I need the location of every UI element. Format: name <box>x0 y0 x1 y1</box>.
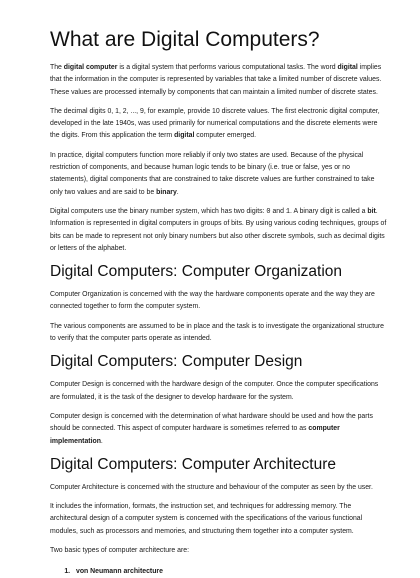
architecture-heading: Digital Computers: Computer Architecture <box>50 455 337 473</box>
decimal-paragraph: The decimal digits 0, 1, 2, ..., 9, for example, provide 10 discrete values. The first electronic digital computer, developed in the late 1940s, was used primarily for numerical computations and the discrete elements were the digits. From this application the term digital computer emerged. <box>50 107 380 140</box>
organization-paragraph-1: Computer Organization is concerned with the way the hardware components operate and the way they are connected together to form the computer system. <box>50 291 375 311</box>
architecture-paragraph-1: Computer Architecture is concerned with the structure and behaviour of the computer as seen by the user. <box>50 483 373 491</box>
intro-paragraph: The digital computer is a digital system that performs various computational tasks. The word digital implies that the information in the computer is represented by variables that take a limited number of discrete values. These values are processed internally by components that can maintain a limited number of discrete states. <box>50 64 382 96</box>
design-paragraph-2: Computer design is concerned with the determination of what hardware should be used and how the parts should be connected. This aspect of computer hardware is sometimes referred to as computer implementation. <box>50 412 373 445</box>
binary-practice-paragraph: In practice, digital computers function more reliably if only two states are used. Because of the physical restriction of components, and because human logic tends to be binary (i.e. true or false, yes or no statements), digital components that are constrained to take discrete values are further constrained to take only two values and are said to be binary. <box>50 151 375 196</box>
design-heading: Digital Computers: Computer Design <box>50 353 303 371</box>
architecture-paragraph-3: Two basic types of computer architecture are: <box>50 547 190 555</box>
list-item: 1. von Neumann architecture <box>72 566 387 578</box>
architecture-types-list <box>50 566 387 578</box>
page-title: What are Digital Computers? <box>50 28 320 51</box>
binary-system-paragraph: Digital computers use the binary number system, which has two digits: 0 and 1. A binary digit is called a bit. Information is represented in digital computers in groups of bits. By using various coding techniques, groups of bits can be made to represent not only binary numbers but also other discrete symbols, such as decimal digits or letters of the alphabet. <box>50 207 387 252</box>
architecture-paragraph-2: It includes the information, formats, the instruction set, and techniques for addressing memory. The architectural design of a computer system is concerned with the specifications of the various functional modules, such as processors and memories, and structuring them together into a computer system. <box>50 503 363 535</box>
organization-heading: Digital Computers: Computer Organization <box>50 263 343 281</box>
design-paragraph-1: Computer Design is concerned with the hardware design of the computer. Once the computer specifications are formulated, it is the task of the designer to develop hardware for the system. <box>50 381 379 401</box>
organization-paragraph-2: The various components are assumed to be in place and the task is to investigate the organizational structure to verify that the computer parts operate as intended. <box>50 322 385 343</box>
